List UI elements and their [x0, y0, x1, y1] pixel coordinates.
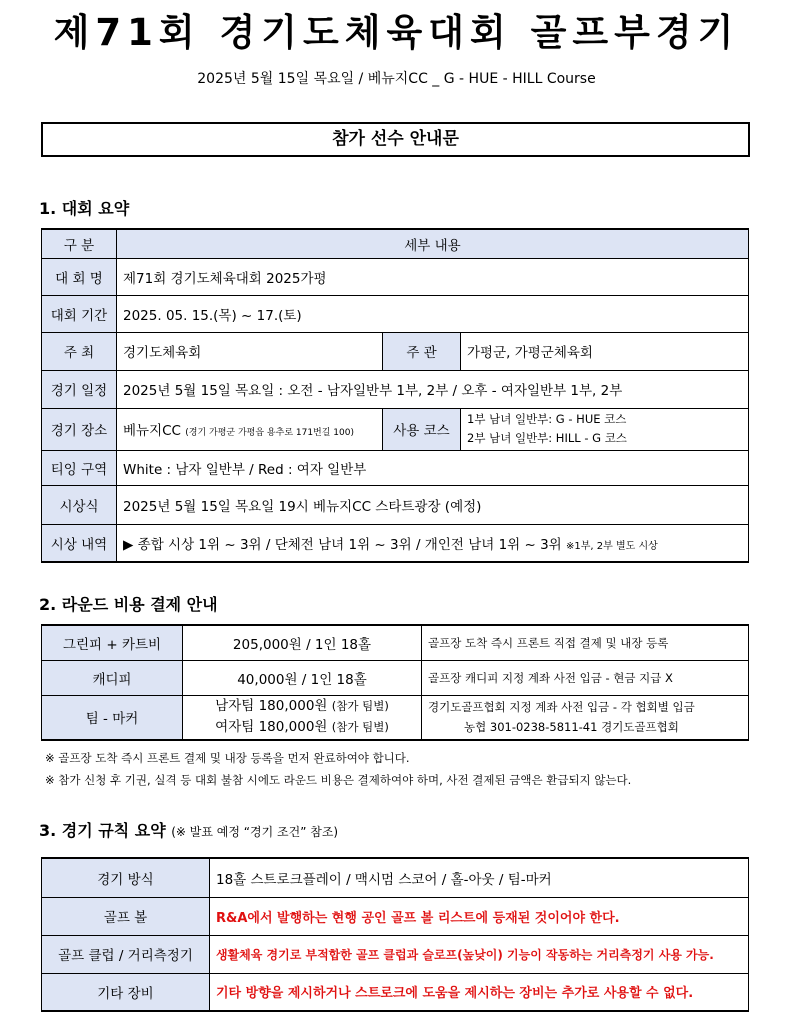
course-1: 1부 남녀 일반부: G - HUE 코스 [467, 412, 627, 426]
team-price-cell [183, 695, 422, 740]
caddie-label: 캐디피 [42, 660, 183, 695]
host: 경기도체육회 [117, 332, 383, 370]
schedule: 2025년 5월 15일 목요일 : 오전 - 남자일반부 1부, 2부 / 오후 - 여자일반부 1부, 2부 [117, 370, 749, 408]
venue: 베뉴지CC [123, 423, 181, 439]
table-row [42, 935, 749, 973]
page-title: 제71회 경기도체육대회 골프부경기 [53, 11, 740, 54]
rule-equipment-value: 기타 방향을 제시하거나 스트로크에 도움을 제시하는 장비는 추가로 사용할 수 없다. [210, 973, 749, 1011]
event-name-label: 대 회 명 [42, 258, 117, 295]
table-row [42, 524, 749, 562]
table-row [42, 973, 749, 1011]
period: 2025. 05. 15.(목) ~ 17.(토) [117, 295, 749, 332]
venue-address: (경기 가평군 가평읍 용추로 171번길 100) [185, 428, 354, 438]
course-cell [461, 408, 749, 450]
caddie-note: 골프장 캐디피 지정 계좌 사전 입금 - 현금 지급 X [422, 660, 749, 695]
ceremony: 2025년 5월 15일 목요일 19시 베뉴지CC 스타트광장 (예정) [117, 485, 749, 524]
team-note-2: 농협 301-0238-5811-41 경기도골프협회 [464, 720, 679, 735]
venue-cell [117, 408, 383, 450]
period-label: 대회 기간 [42, 295, 117, 332]
venue-label: 경기 장소 [42, 408, 117, 450]
awards-note: ※1부, 2부 별도 시상 [566, 540, 658, 552]
section-3-heading-note: (※ 발표 예정 “경기 조건” 참조) [171, 825, 339, 839]
awards-label: 시상 내역 [42, 524, 117, 562]
awards: ▶ 종합 시상 1위 ~ 3위 / 단체전 남녀 1위 ~ 3위 / 개인전 남녀 1위 ~ 3위 [123, 536, 562, 553]
team-male-price: 남자팀 180,000원 [215, 698, 328, 715]
event-name: 제71회 경기도체육대회 2025가평 [117, 258, 749, 295]
table-row [42, 485, 749, 524]
rule-ball-value: R&A에서 발행하는 현행 공인 골프 볼 리스트에 등재된 것이어야 한다. [210, 897, 749, 935]
notice-title-box: 참가 선수 안내문 [41, 122, 750, 157]
table-row [42, 625, 749, 660]
table-row [42, 695, 749, 740]
rules-table [41, 857, 749, 1012]
team-note-1: 경기도골프협회 지정 계좌 사전 입금 - 각 협회별 입금 [428, 700, 695, 715]
table-row [42, 295, 749, 332]
payment-note-1: ※ 골프장 도착 즉시 프론트 결제 및 내장 등록을 먼저 완료하여야 합니다. [45, 751, 410, 765]
table-row [42, 229, 749, 258]
team-female-note: (참가 팀별) [331, 720, 389, 735]
table-row [42, 660, 749, 695]
section-3-heading-wrap [39, 818, 338, 841]
team-marker-label: 팀 - 마커 [42, 695, 183, 740]
awards-cell [117, 524, 749, 562]
header-detail: 세부 내용 [117, 229, 749, 258]
team-note-cell [422, 695, 749, 740]
table-row [42, 332, 749, 370]
section-2-heading: 2. 라운드 비용 결제 안내 [39, 595, 218, 614]
table-row [42, 258, 749, 295]
organizer-label: 주 관 [383, 332, 461, 370]
section-1-heading: 1. 대회 요약 [39, 199, 130, 218]
tee: White : 남자 일반부 / Red : 여자 일반부 [117, 450, 749, 485]
organizer: 가평군, 가평군체육회 [461, 332, 749, 370]
payment-table [41, 624, 749, 741]
greenfee-price: 205,000원 / 1인 18홀 [183, 625, 422, 660]
caddie-price: 40,000원 / 1인 18홀 [183, 660, 422, 695]
ceremony-label: 시상식 [42, 485, 117, 524]
tee-label: 티잉 구역 [42, 450, 117, 485]
rule-ball-label: 골프 볼 [42, 897, 210, 935]
table-row [42, 370, 749, 408]
event-subtitle: 2025년 5월 15일 목요일 / 베뉴지CC _ G - HUE - HILL Course [197, 71, 596, 87]
table-row [42, 450, 749, 485]
greenfee-label: 그린피 + 카트비 [42, 625, 183, 660]
header-category: 구 분 [42, 229, 117, 258]
host-label: 주 최 [42, 332, 117, 370]
rule-club-label: 골프 클럽 / 거리측정기 [42, 935, 210, 973]
team-female-price: 여자팀 180,000원 [215, 719, 328, 736]
rule-format-label: 경기 방식 [42, 858, 210, 897]
course-2: 2부 남녀 일반부: HILL - G 코스 [467, 431, 627, 445]
schedule-label: 경기 일정 [42, 370, 117, 408]
rule-equipment-label: 기타 장비 [42, 973, 210, 1011]
table-row [42, 408, 749, 450]
course-label: 사용 코스 [383, 408, 461, 450]
summary-table [41, 228, 749, 563]
section-3-heading: 3. 경기 규칙 요약 [39, 821, 166, 840]
payment-note-2: ※ 참가 신청 후 기권, 실격 등 대회 불참 시에도 라운드 비용은 결제하여야 하며, 사전 결제된 금액은 환급되지 않는다. [45, 773, 632, 787]
rule-club-value: 생활체육 경기로 부적합한 골프 클럽과 슬로프(높낮이) 기능이 작동하는 거리측정기 사용 가능. [210, 935, 749, 973]
greenfee-note: 골프장 도착 즉시 프론트 직접 결제 및 내장 등록 [422, 625, 749, 660]
rule-format-value: 18홀 스트로크플레이 / 맥시멈 스코어 / 홀-아웃 / 팀-마커 [210, 858, 749, 897]
team-male-note: (참가 팀별) [331, 699, 389, 714]
table-row [42, 897, 749, 935]
table-row [42, 858, 749, 897]
